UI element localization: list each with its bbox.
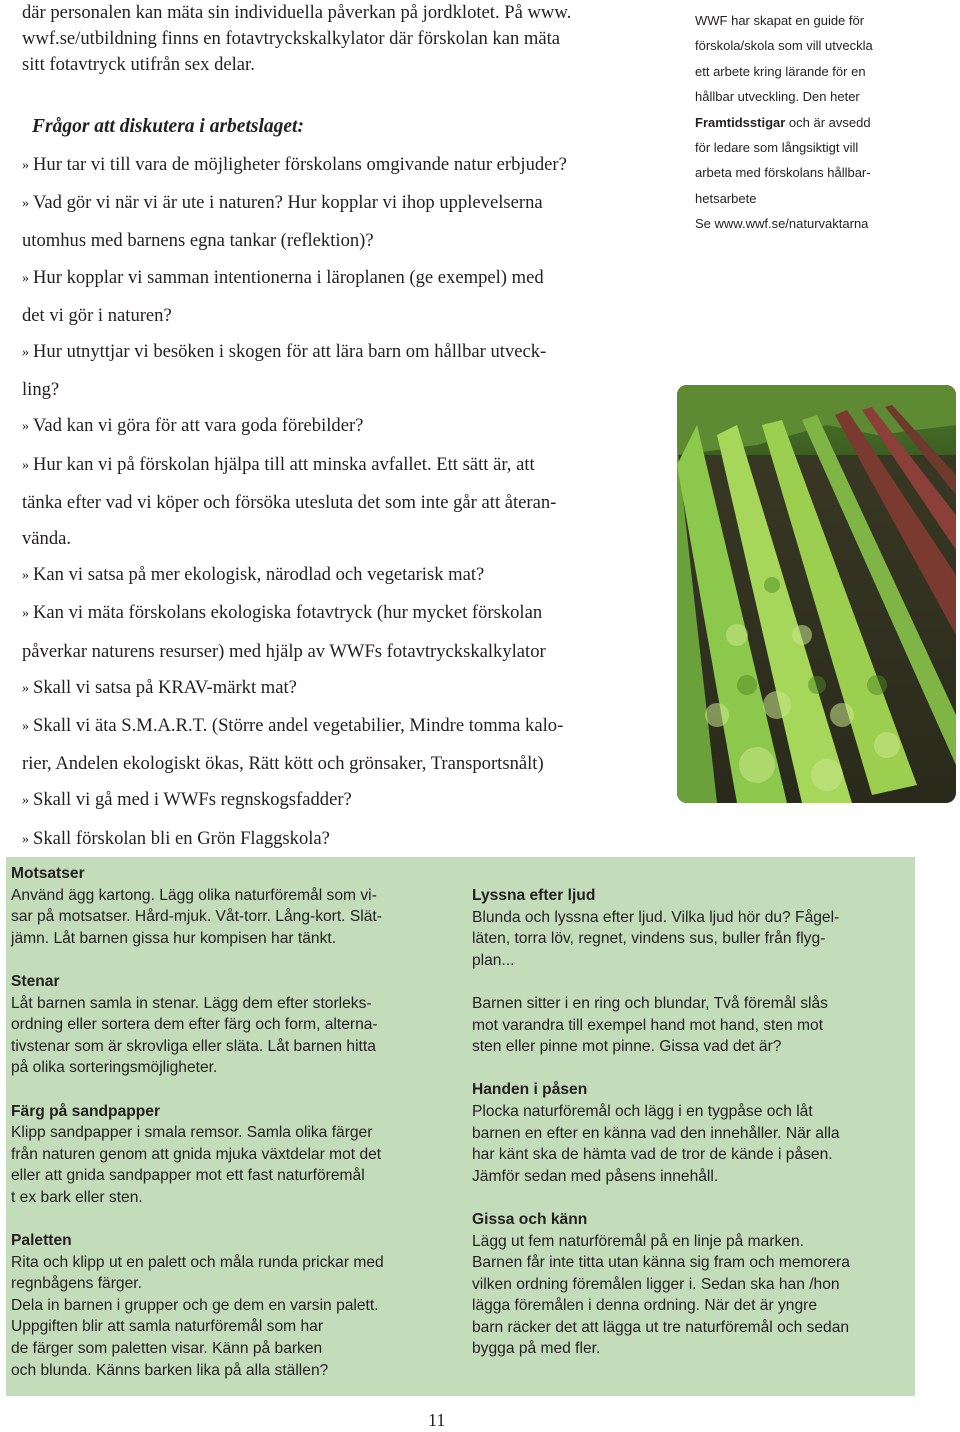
page-number: 11 [428,1410,446,1430]
guide-name: Framtidsstigar [695,114,786,130]
note-line: WWF har skapat en guide för [695,13,865,28]
activity-lyssna-efter-ljud [472,885,912,971]
question-text: Vad kan vi göra för att vara goda förebilder? [33,415,364,437]
question-item [22,447,672,485]
question-text: rier, Andelen ekologiskt ökas, Rätt kött och grönsaker, Transportsnålt) [22,753,544,775]
note-line: förskola/skola som vill utveckla [695,38,873,54]
question-item [22,260,672,298]
question-text: påverkar naturens resurser) med hjälp av WWFs fotavtryckskalkylator [22,640,546,662]
question-text: Kan vi mäta förskolans ekologiska fotavtryck (hur mycket förskolan [33,602,543,624]
lettuce-rows-photo [677,385,956,803]
note-line: hållbar utveckling. Den heter [695,89,860,105]
bullet-marker: » [22,196,29,212]
note-text: och är avsedd [785,114,871,130]
question-item [22,185,672,223]
note-line: för ledare som långsiktigt vill [695,140,859,156]
activity-title: Färg på sandpapper [11,1102,161,1120]
activity-title: Paletten [11,1232,72,1250]
question-item [22,708,672,746]
question-text: Skall vi äta S.M.A.R.T. (Större andel vegetabilier, Mindre tomma kalo- [33,715,564,737]
intro-paragraph [22,0,662,78]
activity-body: Plocka naturföremål och lägg i en tygpåse och låt barnen en efter en känna vad den innehåller. När alla har känt ska de hämta vad de tror de kände i påsen. Jämför sedan med påsens innehåll. [472,1102,840,1185]
note-line: arbeta med förskolans hållbar- [695,165,871,181]
bullet-marker: » [22,457,29,473]
question-text: tänka efter vad vi köper och försöka utesluta det som inte går att återan- [22,491,557,513]
bullet-marker: » [22,680,29,696]
activity-title: Lyssna efter ljud [472,887,596,904]
note-link-line: Se www.wwf.se/naturvaktarna [695,216,869,232]
question-text: Skall förskolan bli en Grön Flaggskola? [33,827,330,849]
bullet-marker: » [22,606,29,622]
bullet-marker: » [22,719,29,735]
question-text: Skall vi satsa på KRAV-märkt mat? [33,676,297,698]
activity-title: Handen i påsen [472,1081,588,1099]
lettuce-photo-illustration [677,385,956,803]
wwf-guide-note [695,8,920,237]
activity-stenar [11,971,461,1079]
question-text: det vi gör i naturen? [22,304,172,326]
question-text: Hur tar vi till vara de möjligheter förskolans omgivande natur erbjuder? [33,154,567,175]
questions-heading: Frågor att diskutera i arbetslaget: [32,116,304,137]
activity-motsatser [11,863,461,949]
question-continuation [22,634,672,670]
activity-title: Gissa och känn [472,1210,588,1228]
question-text: Hur kopplar vi samman intentionerna i läroplanen (ge exempel) med [33,266,544,288]
activities-right-column [472,885,912,1382]
question-text: Skall vi gå med i WWFs regnskogsfadder? [33,789,352,811]
activities-left-column [11,863,461,1403]
question-item [22,334,672,372]
question-item [22,670,672,708]
intro-line: där personalen kan mäta sin individuella påverkan på jordklotet. På www. [22,2,572,23]
question-text: ling? [22,379,60,401]
question-text: Kan vi satsa på mer ekologisk, närodlad och vegetarisk mat? [33,564,485,586]
question-item [22,557,672,595]
activity-box [6,857,915,1396]
question-list [22,147,672,859]
activity-gissa-ljud [472,993,912,1058]
activity-handen-i-pasen [472,1079,912,1187]
bullet-marker: » [22,793,29,809]
activity-farg-pa-sandpapper [11,1101,461,1209]
activity-body: Rita och klipp ut en palett och måla runda prickar med regnbågens färger. Dela in barnen i grupper och ge dem en varsin palett. Uppgiften blir att samla naturföremål som har de färger som paletten visar. Känn på barken och blunda. Känns barken lika på alla ställen? [11,1253,384,1379]
activity-body: Barnen sitter i en ring och blundar, Två föremål slås mot varandra till exempel hand mot hand, sten mot sten eller pinne mot pinne. Gissa vad det är? [472,994,828,1056]
question-item [22,595,672,633]
activity-title: Stenar [11,972,60,990]
bullet-marker: » [22,345,29,361]
question-continuation [22,746,672,782]
activity-paletten [11,1230,461,1381]
activity-body: Klipp sandpapper i smala remsor. Samla olika färger från naturen genom att gnida mjuka växtdelar mot det eller att gnida sandpapper mot ett fast naturföremål t ex bark eller sten. [11,1124,382,1206]
question-continuation [22,372,672,408]
question-text: Hur kan vi på förskolan hjälpa till att minska avfallet. Ett sätt är, att [33,453,535,475]
main-column [22,0,662,849]
question-item [22,782,672,820]
question-item [22,821,672,859]
note-line: ett arbete kring lärande för en [695,63,866,79]
bullet-marker: » [22,831,29,847]
question-continuation [22,298,672,334]
activity-body: Använd ägg kartong. Lägg olika naturföremål som vi- sar på motsatser. Hård-mjuk. Våt-torr. Lång-kort. Slät- jämn. Låt barnen gissa hur kompisen har tänkt. [11,886,382,947]
question-item [22,147,672,185]
bullet-marker: » [22,419,29,435]
question-text: utomhus med barnens egna tankar (reflektion)? [22,230,374,252]
bullet-marker: » [22,270,29,286]
question-item [22,408,672,446]
activity-body: Blunda och lyssna efter ljud. Vilka ljud hör du? Fågel- läten, torra löv, regnet, vindens sus, buller från flyg- plan... [472,908,840,969]
question-text: vända. [22,528,72,550]
note-line: hetsarbete [695,190,757,206]
activity-body: Låt barnen samla in stenar. Lägg dem efter storleks- ordning eller sortera dem efter färg och form, alterna- tivstenar som är skrovliga eller släta. Låt barnen hitta på olika sorteringsmöjligheter. [11,994,378,1077]
intro-line: wwf.se/utbildning finns en fotavtryckskalkylator där förskolan kan mäta [22,28,561,49]
activity-gissa-och-kann [472,1209,912,1360]
question-text: Vad gör vi när vi är ute i naturen? Hur kopplar vi ihop upplevelserna [33,192,543,214]
activity-body: Lägg ut fem naturföremål på en linje på marken. Barnen får inte titta utan känna sig fram och memorera vilken ordning föremålen ligger i. Sedan ska han /hon lägga föremålen i denna ordning. När det är yngre barn räcker det att lägga ut tre naturföremål och sedan bygga på med fler. [472,1232,850,1358]
bullet-marker: » [22,568,29,584]
intro-line: sitt fotavtryck utifrån sex delar. [22,54,255,75]
question-continuation [22,485,672,521]
bullet-marker: » [22,158,29,173]
question-text: Hur utnyttjar vi besöken i skogen för att lära barn om hållbar utveck- [33,341,547,363]
question-continuation [22,521,672,557]
note-line [695,110,920,135]
activity-title: Motsatser [11,865,85,882]
question-continuation [22,223,672,259]
